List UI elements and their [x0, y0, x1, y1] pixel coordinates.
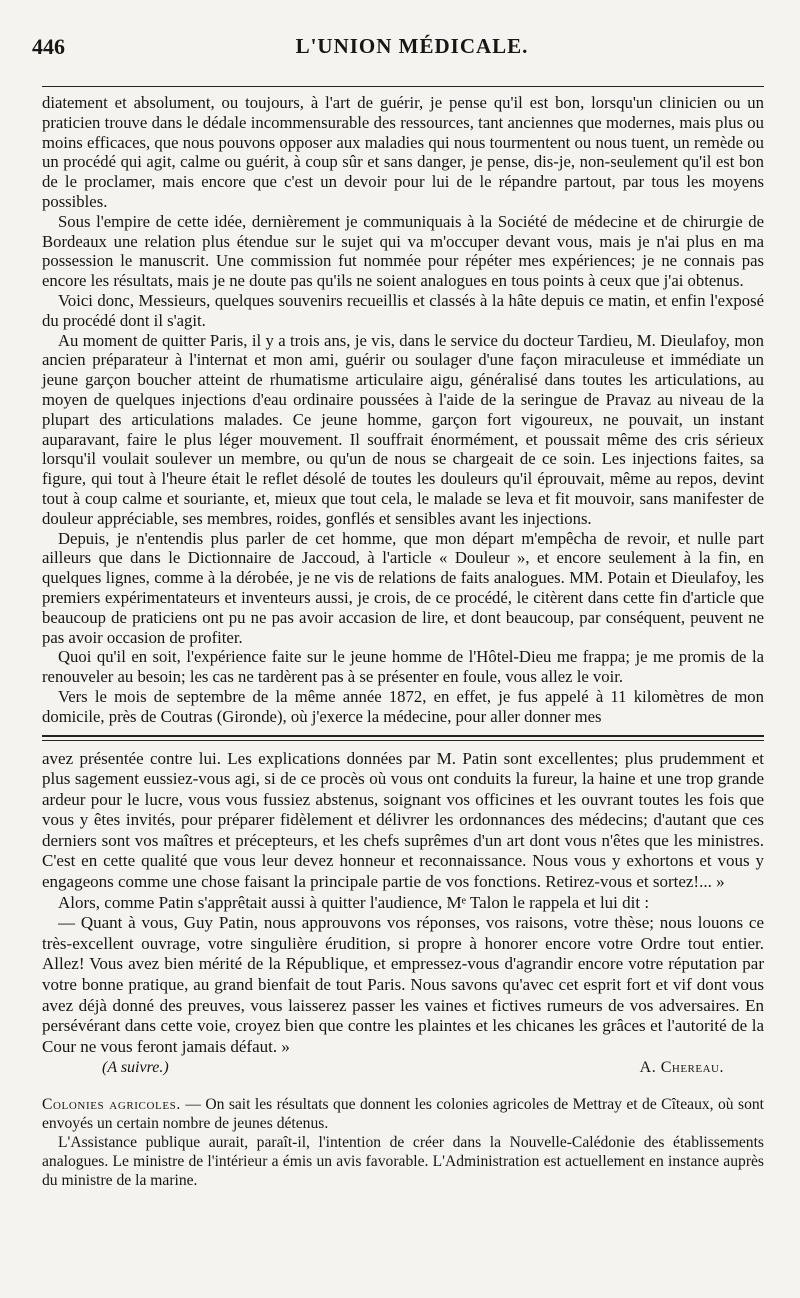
header-rule	[42, 86, 764, 87]
running-title: L'UNION MÉDICALE.	[295, 34, 529, 58]
to-be-continued: (A suivre.)	[102, 1059, 169, 1077]
signature-row	[42, 1059, 764, 1081]
article-body	[42, 93, 764, 727]
news-note-text: — On sait les résultats que donnent les colonies agricoles de Mettray et de Cîteaux, où sont envoyés un certain nombre de jeunes détenus.	[42, 1096, 764, 1133]
feuilleton-paragraph: — Quant à vous, Guy Patin, nous approuvons vos réponses, vos raisons, votre thèse; nous louons ce très-excellent ouvrage, votre singulière érudition, si propre à honorer encore votre Ordre tout entier. Allez! Vous avez bien mérité de la République, et empressez-vous d'agrandir encore votre réputation par votre bonne pratique, au grand bienfait de tout Paris. Nous savons qu'avec cet esprit fort et vif dont vous avez déjà donné des preuves, vous laisserez passer les vaines et fictives rumeurs de vos adversaires. En persévérant dans cette voie, croyez bien que contre les plaintes et les chicanes les grâces et l'autorité de la Cour ne vous feront jamais défaut. »	[42, 913, 764, 1056]
feuilleton-body	[42, 749, 764, 1082]
article-paragraph: Depuis, je n'entendis plus parler de cet homme, que mon départ m'empêcha de revoir, et nulle part ailleurs que dans le Dictionnaire de Jaccoud, à l'article « Douleur », et encore seulement à la fin, en quelques lignes, comme à la dérobée, je ne vis de relations de faits analogues. MM. Potain et Dieulafoy, les premiers expérimentateurs et inventeurs aussi, je crois, de ce procédé, le citèrent dans cette fin d'article que beaucoup de praticiens ont pu ne pas avoir accasion de lire, et dont beaucoup, par conséquent, peuvent ne pas avoir occasion de profiter.	[42, 528, 764, 647]
article-paragraph: Sous l'empire de cette idée, dernièrement je communiquais à la Société de médecine et de chirurgie de Bordeaux une relation plus étendue sur le sujet qui va m'occuper devant vous, mais je n'ai plus en ma possession le manuscrit. Une commission fut nommée pour répéter mes expériences; je ne connais pas encore les résultats, mais je ne doute pas qu'ils ne soient analogues en tous points à ceux que j'ai obtenus.	[42, 211, 764, 291]
news-note: L'Assistance publique aurait, paraît-il, l'intention de créer dans la Nouvelle-Calédonie des établissements analogues. Le ministre de l'intérieur a émis un avis favorable. L'Administration est actuellement en instance auprès du ministre de la marine.	[42, 1134, 764, 1190]
article-paragraph: Voici donc, Messieurs, quelques souvenirs recueillis et classés à la hâte depuis ce matin, et enfin l'exposé du procédé dont il s'agit.	[42, 290, 764, 330]
feuilleton-paragraph: Alors, comme Patin s'apprêtait aussi à quitter l'audience, Mᵉ Talon le rappela et lui dit :	[58, 892, 650, 912]
news-note	[42, 1095, 764, 1133]
news-note-heading: Colonies agricoles.	[42, 1096, 181, 1114]
article-paragraph: Quoi qu'il en soit, l'expérience faite sur le jeune homme de l'Hôtel-Dieu me frappa; je me promis de la renouveler au besoin; les cas ne tardèrent pas à se présenter en foule, vous allez le voir.	[42, 647, 764, 687]
article-paragraph: diatement et absolument, ou toujours, à l'art de guérir, je pense qu'il est bon, lorsqu'un clinicien ou un praticien trouve dans le dédale incommensurable des ressources, tant anciennes que modernes, mais plus ou moins efficaces, que nous pouvons opposer aux maladies qui nous tourmentent ou nous tuent, un remède ou un procédé qui agit, calme ou guérit, à coup sûr et sans danger, je pense, dis-je, non-seulement qu'il est bon de le proclamer, mais encore que c'est un devoir pour lui de le répandre partout, par tous les moyens possibles.	[42, 93, 764, 211]
page-header	[32, 30, 764, 66]
article-paragraph: Au moment de quitter Paris, il y a trois ans, je vis, dans le service du docteur Tardieu, M. Dieulafoy, mon ancien préparateur à l'internat et mon ami, guérir ou soulager d'une façon miraculeuse et immédiate un jeune garçon boucher atteint de rhumatisme articulaire aigu, généralisé dans toutes les articulations, au moyen de quelques injections d'eau ordinaire poussées à l'aide de la seringue de Pravaz au niveau de la plupart des articulations malades. Ce jeune homme, garçon fort vigoureux, ne pouvait, un instant auparavant, faire le plus léger mouvement. Il souffrait énormément, et poussait même des cris sérieux lorsqu'il voulait soulever un membre, ou qu'un de nous se chargeait de ce soin. Les injections faites, sa figure, qui tout à l'heure était le reflet désolé de toutes les douleurs qu'il éprouvait, même au repos, devint tout à coup calme et souriante, et, mieux que tout cela, le malade se leva et fit mouvoir, sans manifester de douleur appréciable, ses membres, roides, gonflés et sensibles avant les injections.	[42, 330, 764, 528]
feuilleton-separator	[42, 735, 764, 741]
author-signature: A. Chereau.	[639, 1059, 724, 1077]
article-paragraph: Vers le mois de septembre de la même année 1872, en effet, je fus appelé à 11 kilomètres de mon domicile, près de Coutras (Gironde), où j'exerce la médecine, pour aller donner mes	[42, 686, 764, 726]
news-notes	[42, 1095, 764, 1190]
feuilleton-paragraph: avez présentée contre lui. Les explications données par M. Patin sont excellentes; plus prudemment et plus sagement eussiez-vous agi, si de ce procès où vous ont conduits la fureur, la haine et une trop grande ardeur pour le lucre, vous vous fussiez abstenus, soignant vos officines et les ouvrant toutes les fois que vous y êtes invités, pour préparer fidèlement et délivrer les ordonnances des médecins; d'autant que ces derniers sont vos maîtres et précepteurs, et les chefs suprêmes d'un art dont vous n'êtes que les ministres. C'est en cette qualité que vous leur devez honneur et reconnaissance. Nous vous y exhortons et vous y engageons comme une chose faisant la principale partie de vos fonctions. Retirez-vous et sortez!... »	[42, 748, 764, 892]
page-number: 446	[32, 34, 65, 59]
